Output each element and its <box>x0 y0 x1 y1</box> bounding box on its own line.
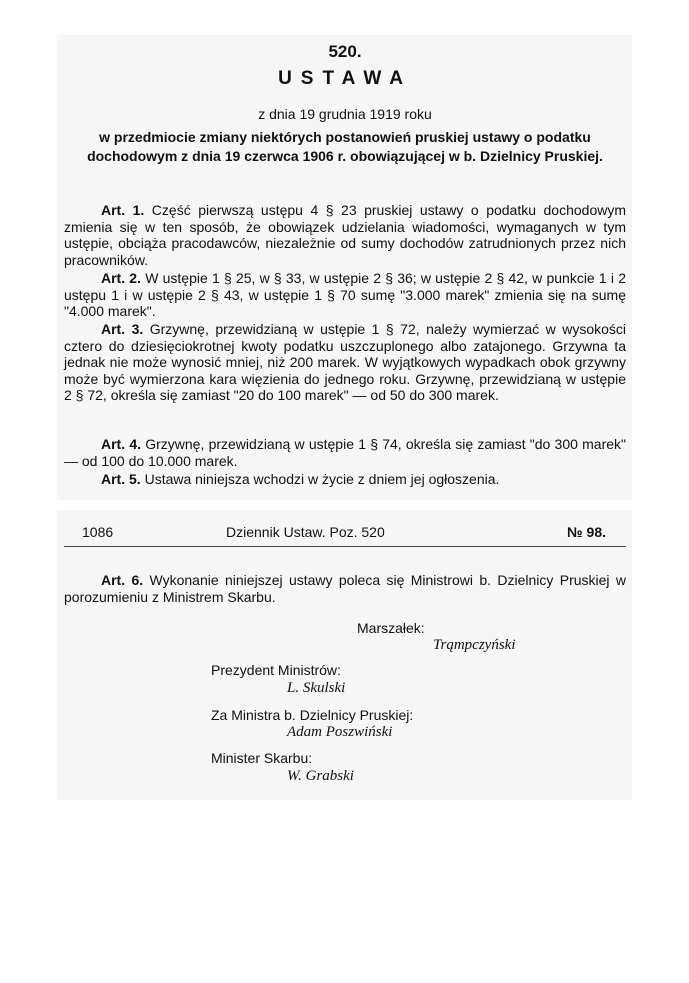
article-label: Art. 5. <box>101 471 141 487</box>
article-label: Art. 2. <box>101 270 141 286</box>
journal-reference: Dziennik Ustaw. Poz. 520 <box>226 524 385 540</box>
treasury-minister-signature: W. Grabski <box>287 768 354 784</box>
document-title: USTAWA <box>278 68 412 89</box>
marshal-signature: Trąmpczyński <box>433 637 516 653</box>
article-5 <box>64 471 626 488</box>
article-label: Art. 6. <box>101 572 144 588</box>
scan-background-bottom <box>57 510 632 800</box>
article-text: W ustępie 1 § 25, w § 33, w ustępie 2 § 36; w ustępie 2 § 42, w punkcie 1 i 2 ustępu 1 i w ustępie 2 § 43, w ustępie 1 § 70 sumę "3.000 marek" zmienia się na sumę "4.000 marek". <box>64 270 626 319</box>
treasury-minister-title: Minister Skarbu: <box>211 750 313 766</box>
page-header <box>64 524 626 542</box>
minister-prussia-title: Za Ministra b. Dzielnicy Pruskiej: <box>211 707 414 723</box>
header-divider <box>64 546 626 547</box>
article-4 <box>64 436 626 469</box>
article-text: Grzywnę, przewidzianą w ustępie 1 § 72, należy wymierzać w wysokości cztero do dziesięciokrotnej kwoty podatku uszczuplonego albo zatajonego. Grzywna ta jednak nie może wynosić mniej, niż 200 marek. W wyjątkowych wypadkach obok grzywny może być wymierzona kara więzienia do jednego roku. Grzywnę, przewidzianą w ustępie 2 § 72, określa się zamiast "20 do 100 marek" — od 50 do 300 marek. <box>64 321 626 403</box>
article-6 <box>64 572 626 605</box>
article-text: Grzywnę, przewidzianą w ustępie 1 § 74, określa się zamiast "do 300 marek" — od 100 do 10.000 marek. <box>64 436 626 469</box>
prime-minister-signature: L. Skulski <box>287 680 346 696</box>
document-number: 520. <box>328 42 362 61</box>
article-text: Ustawa niniejsza wchodzi w życie z dniem jej ogłoszenia. <box>144 471 500 487</box>
article-text: Część pierwszą ustępu 4 § 23 pruskiej ustawy o podatku dochodowym zmienia się w ten sposób, że obowiązek udzielania wiadomości, wymaganych w tym ustępie, obciąża pracodawców, niezależnie od sumy dochodów zatrudnionych przez nich pracowników. <box>64 202 626 268</box>
minister-prussia-signature: Adam Poszwiński <box>287 724 393 740</box>
document-date: z dnia 19 grudnia 1919 roku <box>258 106 432 122</box>
article-label: Art. 1. <box>101 202 145 218</box>
article-3 <box>64 321 626 404</box>
article-text: Wykonanie niniejszej ustawy poleca się Ministrowi b. Dzielnicy Pruskiej w porozumieniu z Ministrem Skarbu. <box>64 572 626 605</box>
document-subject: w przedmiocie zmiany niektórych postanowień pruskiej ustawy o podatku dochodowym z dnia 19 czerwca 1906 r. obowiązującej w b. Dzielnicy Pruskiej. <box>87 129 603 164</box>
article-label: Art. 3. <box>101 321 144 337</box>
prime-minister-title: Prezydent Ministrów: <box>211 662 341 678</box>
article-1 <box>64 202 626 268</box>
article-2 <box>64 270 626 320</box>
page-number: 1086 <box>82 524 114 540</box>
article-label: Art. 4. <box>101 436 142 452</box>
marshal-title: Marszałek: <box>357 620 425 636</box>
issue-number: № 98. <box>567 524 606 540</box>
